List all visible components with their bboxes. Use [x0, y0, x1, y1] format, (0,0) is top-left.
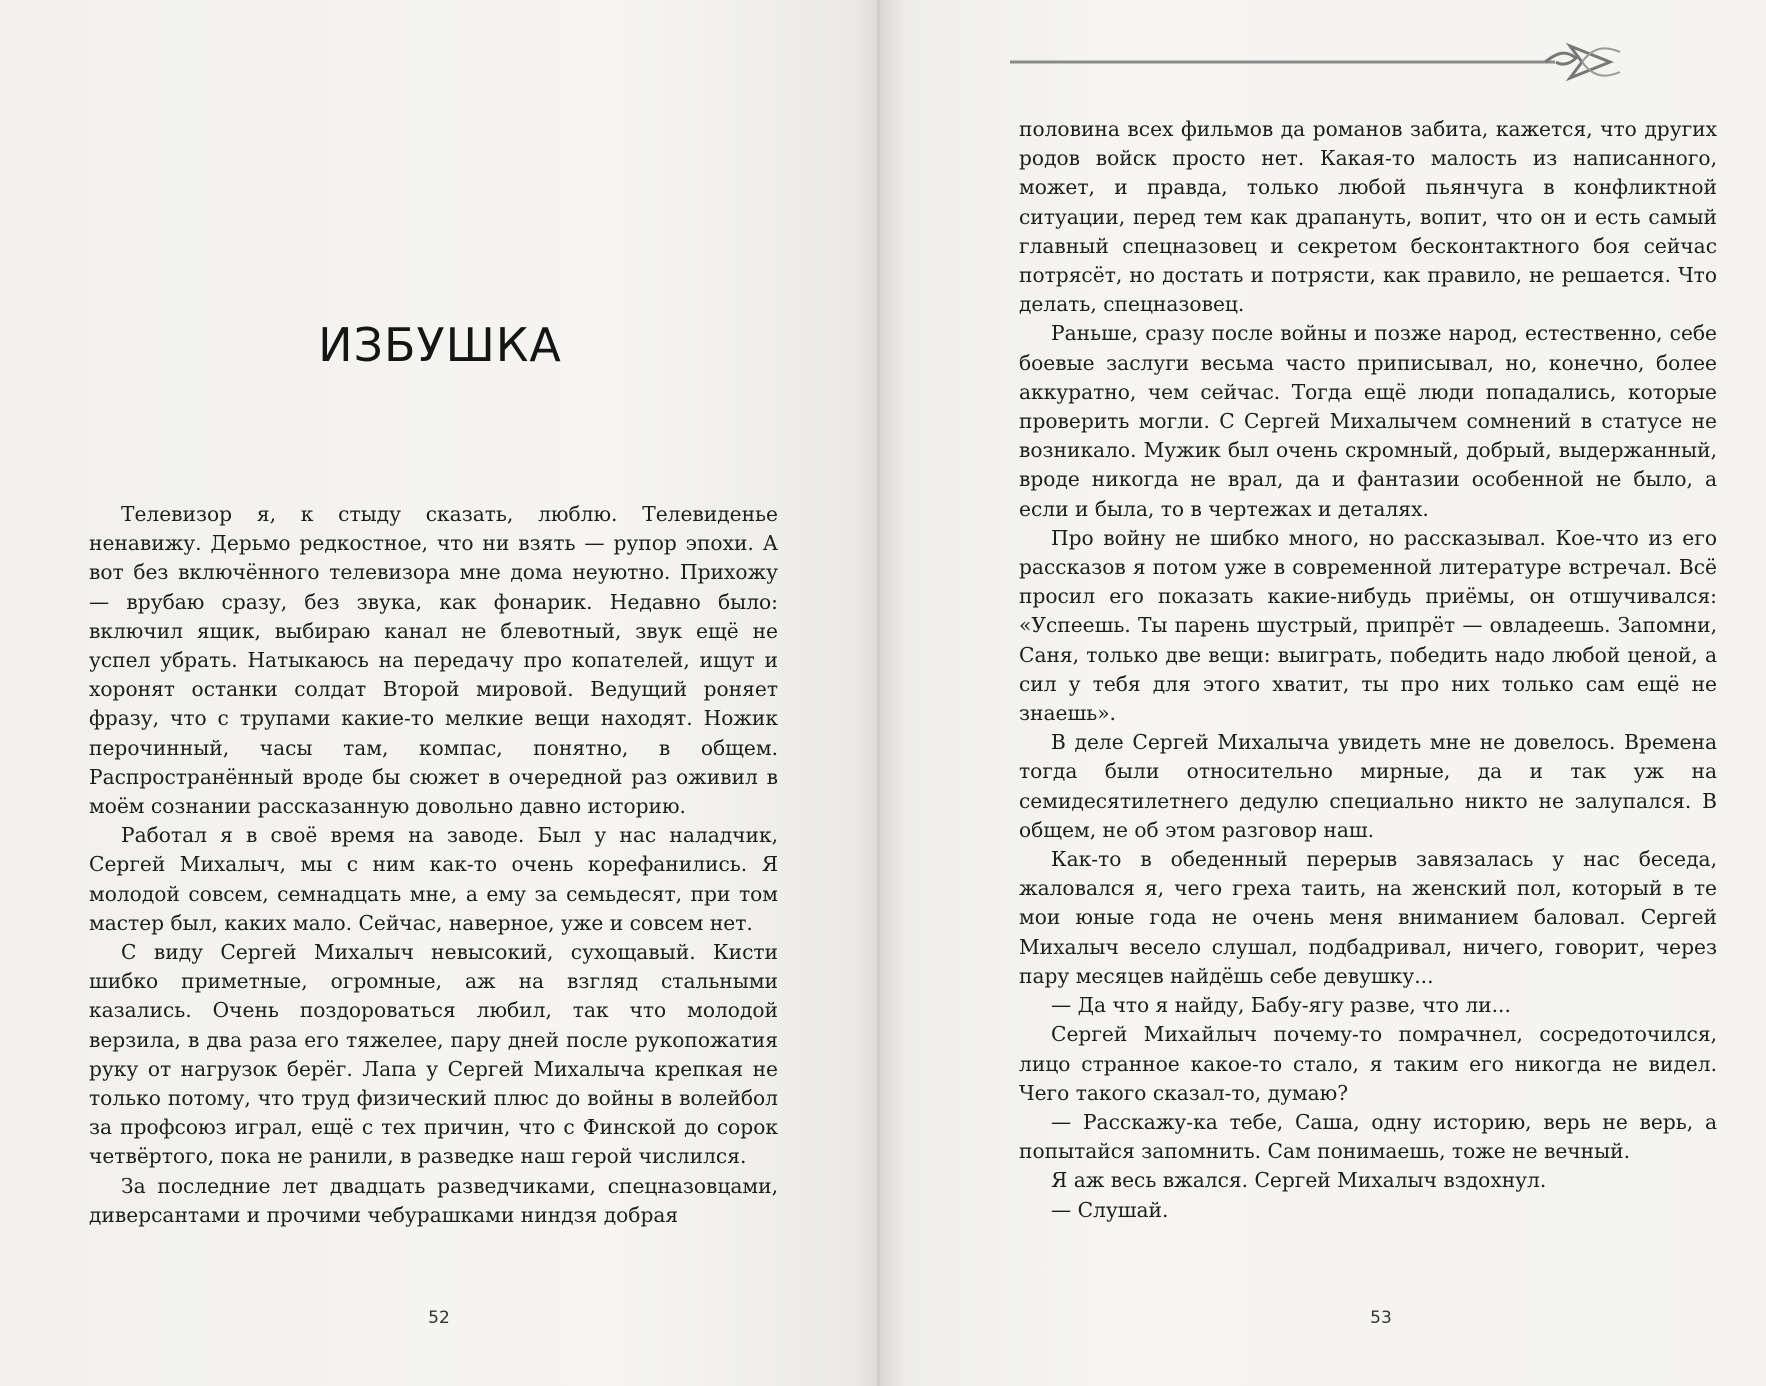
left-page	[0, 0, 880, 1386]
arrow-flourish-icon	[1010, 38, 1630, 98]
dialogue-line: — Слушай.	[1051, 1197, 1169, 1222]
right-page-text	[1019, 115, 1717, 1225]
paragraph: Телевизор я, к стыду сказать, люблю. Телевиденье ненавижу. Дерьмо редкостное, что ни взять — рупор эпохи. А вот без включённого телевизора мне дома неуютно. Прихожу — врубаю сразу, без звука, как фонарик. Недавно было: включил ящик, выбираю канал не блевотный, звук ещё не успел убрать. Натыкаюсь на передачу про копателей, ищут и хоронят останки солдат Второй мировой. Ведущий роняет фразу, что с трупами какие-то мелкие вещи находят. Ножик перочинный, часы там, компас, понятно, в общем. Распространённый вроде бы сюжет в очередной раз оживил в моём сознании рассказанную довольно давно историю.	[89, 502, 778, 819]
chapter-title: ИЗБУШКА	[318, 318, 562, 372]
left-page-text	[89, 500, 778, 1230]
page-number-right: 53	[1370, 1308, 1392, 1328]
paragraph: В деле Сергей Михалыча увидеть мне не довелось. Времена тогда были относительно мирные, да и так уж на семидесятилетнего дедулю специально никто не залупался. В общем, не об этом разговор наш.	[1019, 730, 1717, 842]
paragraph: Я аж весь вжался. Сергей Михалыч вздохнул.	[1051, 1168, 1547, 1193]
paragraph: Работал я в своё время на заводе. Был у нас наладчик, Сергей Михалыч, мы с ним как-то очень корефанились. Я молодой совсем, семнадцать мне, а ему за семьдесят, при том мастер был, каких мало. Сейчас, наверное, уже и совсем нет.	[89, 823, 778, 935]
paragraph: Про войну не шибко много, но рассказывал. Кое-что из его рассказов я потом уже в современной литературе встречал. Всё просил его показать какие-нибудь приёмы, он отшучивался: «Успеешь. Ты парень шустрый, припрёт — овладеешь. Запомни, Саня, только две вещи: выиграть, победить надо любой ценой, а сил у тебя для этого хватит, ты про них только сам ещё не знаешь».	[1019, 525, 1717, 726]
page-number-left: 52	[428, 1308, 450, 1328]
paragraph: половина всех фильмов да романов забита, кажется, что других родов войск просто нет. Какая-то малость из написанного, может, и правда, только любой пьянчуга в конфликтной ситуации, перед тем как драпануть, вопит, что он и есть самый главный спецназовец и секретом бесконтактного боя сейчас потрясёт, но достать и потрясти, как правило, не решается. Что делать, спецназовец.	[1019, 117, 1717, 317]
paragraph: Сергей Михайлыч почему-то помрачнел, сосредоточился, лицо странное какое-то стало, я таким его никогда не видел. Чего такого сказал-то, думаю?	[1019, 1022, 1717, 1105]
dialogue-line: — Да что я найду, Бабу-ягу разве, что ли...	[1051, 993, 1511, 1018]
dialogue-line: — Расскажу-ка тебе, Саша, одну историю, верь не верь, а попытайся запомнить. Сам понимаешь, тоже не вечный.	[1019, 1109, 1717, 1164]
paragraph: Раньше, сразу после войны и позже народ, естественно, себе боевые заслуги весьма часто приписывал, но, конечно, более аккуратно, чем сейчас. Тогда ещё люди попадались, которые проверить могли. С Сергей Михалычем сомнений в статусе не возникало. Мужик был очень скромный, добрый, выдержанный, вроде никогда не врал, да и фантазии особенной не было, а если и была, то в чертежах и деталях.	[1019, 321, 1717, 521]
paragraph: С виду Сергей Михалыч невысокий, сухощавый. Кисти шибко приметные, огромные, аж на взгляд стальными казались. Очень поздороваться любил, так что молодой верзила, в два раза его тяжелее, пару дней после рукопожатия руку от нагрузок берёг. Лапа у Сергей Михалыча крепкая не только потому, что труд физический плюс до войны в волейбол за профсоюз играл, ещё с тех причин, что с Финской до сорок четвёртого, пока не ранили, в разведке наш герой числился.	[89, 940, 778, 1169]
paragraph: За последние лет двадцать разведчиками, спецназовцами, диверсантами и прочими чебурашками ниндзя добрая	[89, 1173, 778, 1227]
right-page	[880, 0, 1766, 1386]
paragraph: Как-то в обеденный перерыв завязалась у нас беседа, жаловался я, чего греха таить, на женский пол, который в те мои юные года не очень меня вниманием баловал. Сергей Михалыч весело слушал, подбадривал, ничего, говорит, через пару месяцев найдёшь себе девушку...	[1019, 847, 1717, 988]
